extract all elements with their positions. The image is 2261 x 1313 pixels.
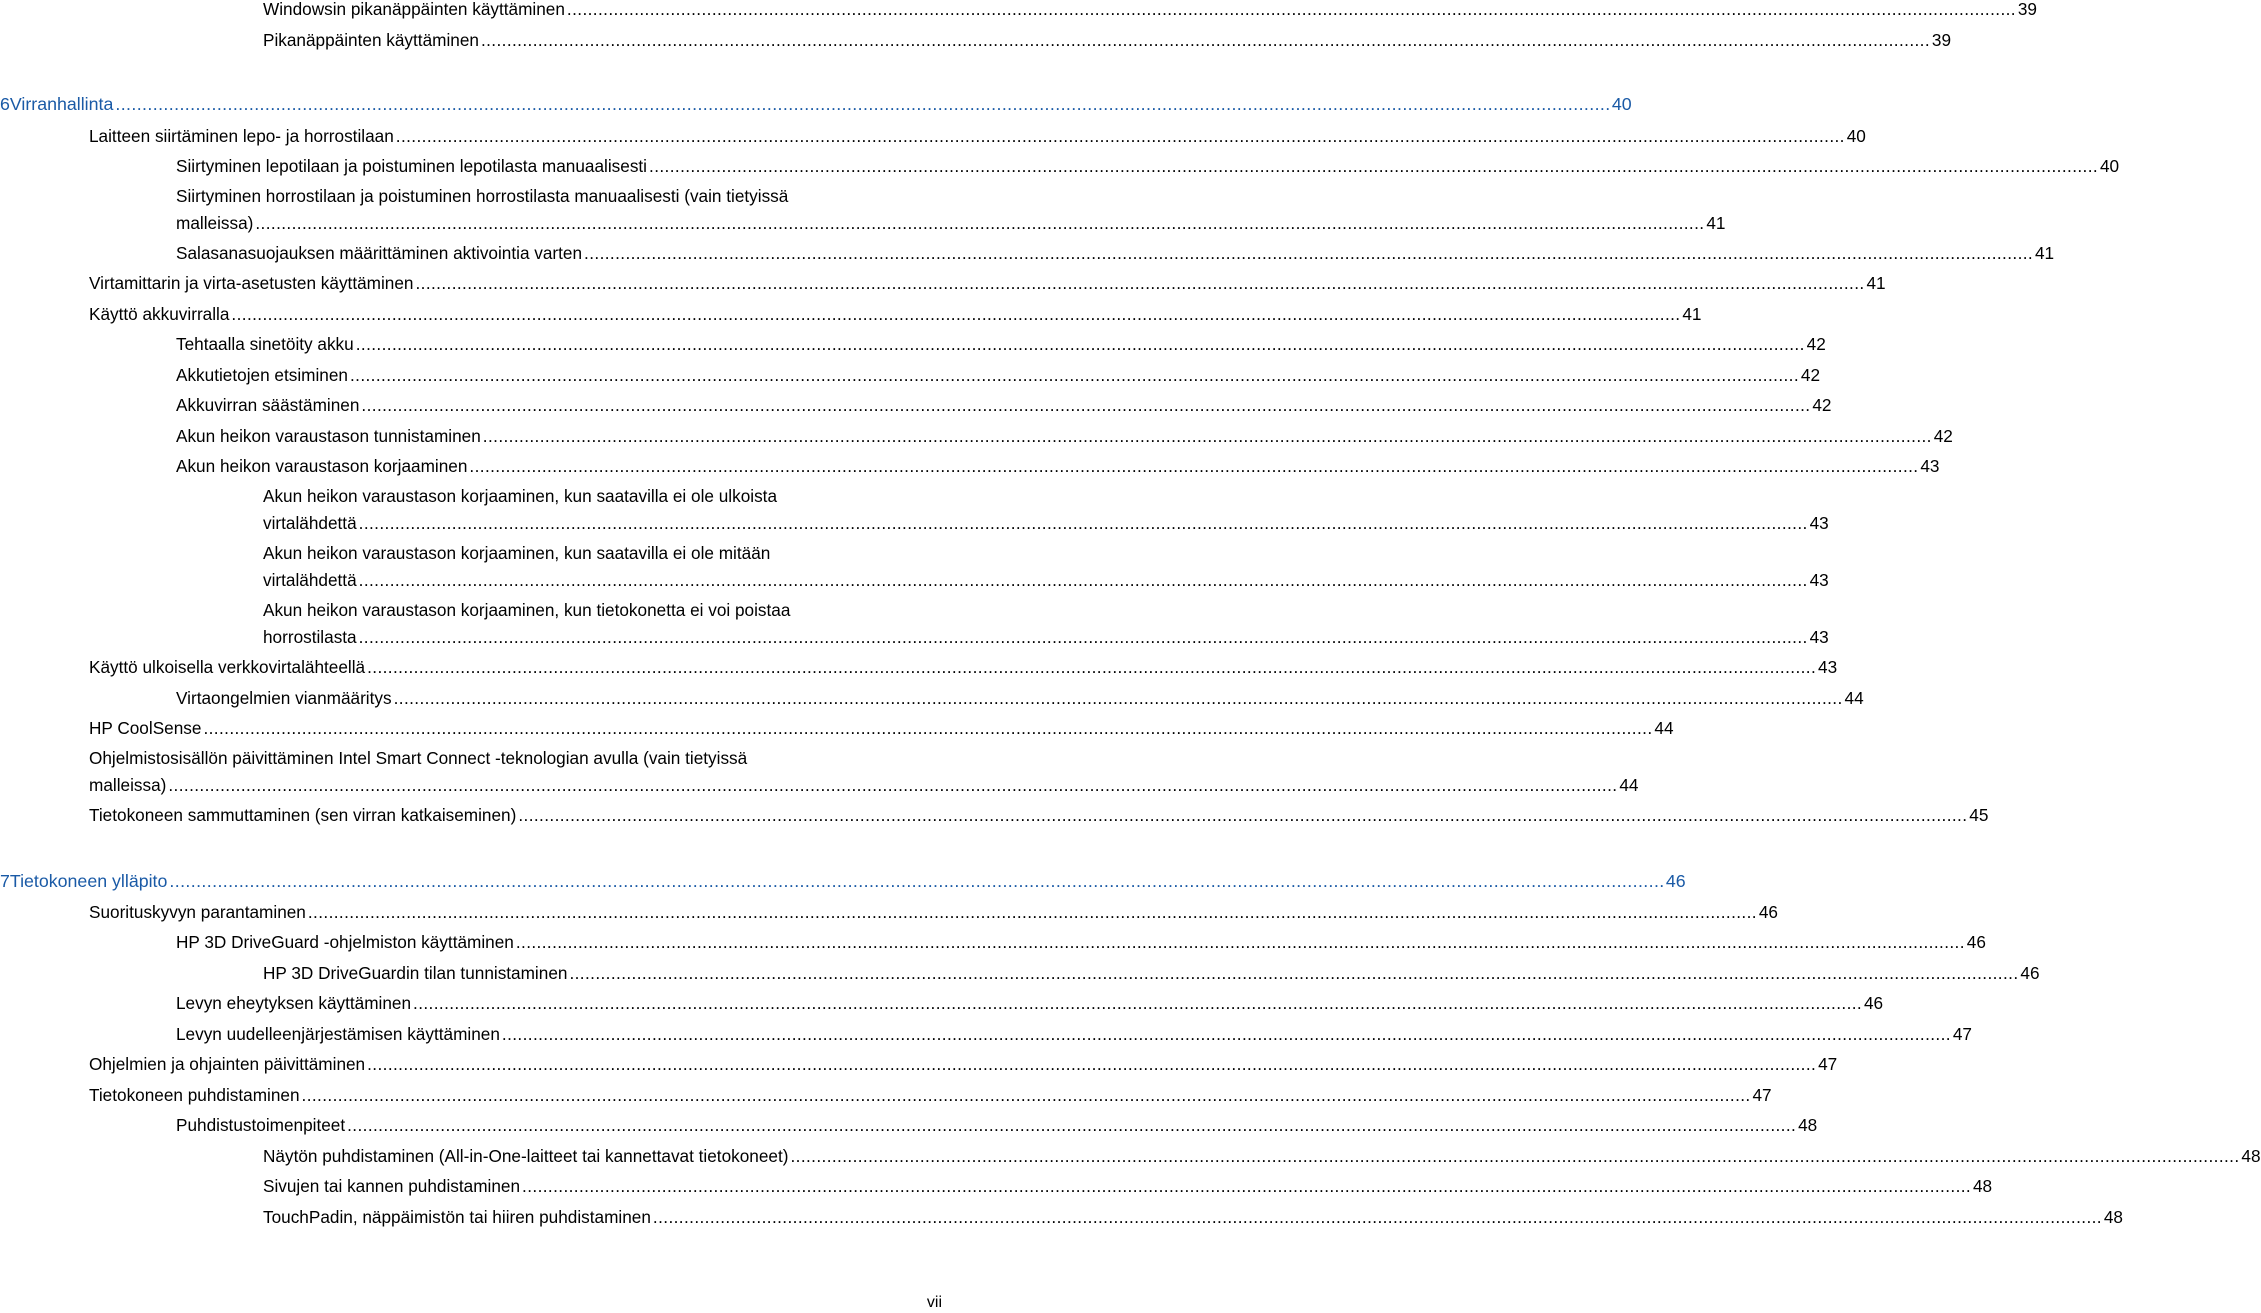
toc-entry-title: horrostilasta (263, 626, 357, 647)
toc-page-number: 42 (1812, 395, 1832, 415)
toc-page-number: 40 (1846, 126, 1866, 146)
toc-entry[interactable] (176, 685, 1864, 712)
dot-leader: ........................................................................................................................................................................................................................................................................................ (355, 334, 1805, 354)
toc-entry-title: Akun heikon varaustason korjaaminen, kun saatavilla ei ole ulkoista (263, 486, 778, 506)
dot-leader: ........................................................................................................................................................................................................................................................................................ (231, 304, 1681, 324)
toc-entry-line (89, 123, 1866, 150)
toc-page-number: 45 (1969, 805, 1989, 825)
toc-entry-line (176, 362, 1821, 389)
toc-entry[interactable] (89, 1051, 1838, 1078)
dot-leader: ........................................................................................................................................................................................................................................................................................ (367, 1054, 1817, 1074)
toc-entry-line (89, 715, 1674, 742)
dot-leader: ........................................................................................................................................................................................................................................................................................ (518, 805, 1968, 825)
toc-entry[interactable] (89, 745, 1639, 798)
toc-entry-line (0, 91, 1632, 118)
toc-entry-line (176, 210, 1726, 237)
toc-entry[interactable] (176, 362, 1821, 389)
toc-entry-title: malleissa) (176, 212, 254, 233)
toc-page-number: 43 (1809, 569, 1829, 590)
dot-leader: ........................................................................................................................................................................................................................................................................................ (415, 273, 1865, 293)
toc-entry-line (263, 567, 1829, 594)
dot-leader: ........................................................................................................................................................................................................................................................................................ (649, 156, 2099, 176)
toc-entry[interactable] (176, 392, 1832, 419)
toc-entry[interactable] (176, 240, 2055, 267)
toc-entry[interactable] (176, 153, 2120, 180)
toc-entry-line (176, 453, 1940, 480)
toc-entry[interactable] (89, 715, 1674, 742)
toc-page-number: 48 (2103, 1207, 2123, 1227)
dot-leader: ........................................................................................................................................................................................................................................................................................ (358, 512, 1808, 533)
toc-entry-line (89, 899, 1778, 926)
toc-entry[interactable] (89, 1082, 1772, 1109)
toc-entry[interactable] (176, 990, 1884, 1017)
dot-leader: ........................................................................................................................................................................................................................................................................................ (347, 1115, 1797, 1135)
toc-entry-line (176, 331, 1826, 358)
toc-entry-line (89, 270, 1886, 297)
toc-entry-line (263, 597, 942, 624)
toc-entry[interactable] (89, 123, 1866, 150)
toc-page-number: 47 (1952, 1024, 1972, 1044)
toc-entry-title: Virtamittarin ja virta-asetusten käyttäminen (89, 273, 414, 293)
toc-entry-title: Ohjelmistosisällön päivittäminen Intel Smart Connect -teknologian avulla (vain tietyissä (89, 748, 748, 768)
toc-entry-line (176, 1112, 1818, 1139)
toc-entry-title: Akun heikon varaustason tunnistaminen (176, 426, 481, 446)
dot-leader: ........................................................................................................................................................................................................................................................................................ (469, 456, 1919, 476)
toc-entry-line (263, 1204, 2123, 1231)
toc-entry[interactable] (176, 183, 1726, 236)
toc-page-number: 40 (2099, 156, 2120, 176)
toc-page-number: 46 (2020, 963, 2040, 983)
toc-entry-title: Tietokoneen ylläpito (9, 871, 168, 891)
toc-entry-line (176, 685, 1864, 712)
toc-entry-line (176, 929, 1986, 956)
toc-entry-title: HP 3D DriveGuardin tilan tunnistaminen (263, 963, 568, 983)
toc-entry-line (263, 0, 2037, 23)
toc-entry[interactable] (89, 899, 1778, 926)
toc-entry-line (176, 423, 1953, 450)
toc-page-number: 43 (1920, 456, 1940, 476)
dot-leader: ........................................................................................................................................................................................................................................................................................ (395, 126, 1845, 146)
chapter-number: 6 (0, 94, 10, 114)
toc-entry[interactable] (263, 540, 1829, 593)
toc-page-number: 46 (1758, 902, 1778, 922)
toc-page-number: 48 (2241, 1146, 2261, 1166)
toc-entry-title: malleissa) (89, 774, 167, 795)
toc-chapter-entry[interactable] (0, 91, 1632, 118)
toc-page-number: 46 (1966, 932, 1986, 952)
toc-entry-line (89, 1051, 1838, 1078)
dot-leader: ........................................................................................................................................................................................................................................................................................ (515, 932, 1965, 952)
dot-leader: ........................................................................................................................................................................................................................................................................................ (255, 212, 1705, 233)
toc-entry[interactable] (263, 27, 1952, 54)
toc-entry-line (263, 27, 1952, 54)
toc-entry-title: Puhdistustoimenpiteet (176, 1115, 346, 1135)
toc-entry-title: Akun heikon varaustason korjaaminen, kun saatavilla ei ole mitään (263, 543, 771, 563)
toc-page-number: 44 (1844, 688, 1864, 708)
toc-entry-line (176, 153, 2120, 180)
toc-entry[interactable] (89, 270, 1886, 297)
toc-entry-title: Käyttö ulkoisella verkkovirtalähteellä (89, 657, 366, 677)
dot-leader: ........................................................................................................................................................................................................................................................................................ (480, 30, 1931, 50)
toc-entry-line (176, 183, 942, 210)
toc-entry-title: TouchPadin, näppäimistön tai hiiren puhdistaminen (263, 1207, 651, 1227)
dot-leader: ........................................................................................................................................................................................................................................................................................ (367, 657, 1817, 677)
toc-entry-title: Salasanasuojauksen määrittäminen aktivointia varten (176, 243, 583, 263)
toc-entry-line (89, 802, 1989, 829)
toc-entry-line (263, 624, 1829, 651)
toc-page-number: 41 (1682, 304, 1702, 324)
toc-entry[interactable] (89, 654, 1838, 681)
toc-entry-line (89, 745, 942, 772)
toc-entry-title: Windowsin pikanäppäinten käyttäminen (263, 0, 565, 19)
page-number: vii (926, 1294, 942, 1311)
toc-page-number: 41 (1706, 212, 1726, 233)
toc-page-number: 42 (1806, 334, 1826, 354)
toc-entry[interactable] (263, 597, 1829, 650)
toc-entry-line (176, 240, 2055, 267)
dot-leader: ........................................................................................................................................................................................................................................................................................ (361, 395, 1811, 415)
toc-entry[interactable] (89, 802, 1989, 829)
toc-page-number: 46 (1665, 871, 1686, 891)
toc-entry-line (263, 483, 942, 510)
dot-leader: ........................................................................................................................................................................................................................................................................................ (301, 1085, 1751, 1105)
dot-leader: ........................................................................................................................................................................................................................................................................................ (566, 0, 2016, 19)
dot-leader: ........................................................................................................................................................................................................................................................................................ (790, 1146, 2240, 1166)
dot-leader: ........................................................................................................................................................................................................................................................................................ (349, 365, 1800, 385)
dot-leader: ........................................................................................................................................................................................................................................................................................ (115, 94, 1611, 114)
toc-entry-line (263, 540, 942, 567)
toc-entry[interactable] (263, 0, 2037, 23)
toc-entry[interactable] (176, 331, 1826, 358)
dot-leader: ........................................................................................................................................................................................................................................................................................ (501, 1024, 1951, 1044)
toc-entry[interactable] (263, 1173, 1993, 1200)
toc-chapter-entry[interactable] (0, 868, 1686, 895)
toc-entry-title: Ohjelmien ja ohjainten päivittäminen (89, 1054, 366, 1074)
toc-page-number: 43 (1818, 657, 1838, 677)
toc-entry-title: Siirtyminen horrostilaan ja poistuminen horrostilasta manuaalisesti (vain tietyissä (176, 186, 789, 206)
toc-entry-title: Siirtyminen lepotilaan ja poistuminen lepotilasta manuaalisesti (176, 156, 648, 176)
toc-entry-line (176, 990, 1884, 1017)
toc-page-number: 42 (1933, 426, 1953, 446)
toc-entry-title: Tehtaalla sinetöity akku (176, 334, 354, 354)
toc-entry-line (0, 868, 1686, 895)
toc-page-number: 41 (2035, 243, 2055, 263)
toc-entry-line (176, 1021, 1972, 1048)
toc-entry-title: virtalähdettä (263, 569, 357, 590)
toc-entry-title: Näytön puhdistaminen (All-in-One-laitteet tai kannettavat tietokoneet) (263, 1146, 789, 1166)
toc-page-number: 44 (1654, 718, 1674, 738)
toc-entry-title: Virtaongelmien vianmääritys (176, 688, 392, 708)
toc-entry-line (263, 960, 2040, 987)
toc-entry-title: Suorituskyvyn parantaminen (89, 902, 306, 922)
toc-entry-title: Käyttö akkuvirralla (89, 304, 230, 324)
toc-entry[interactable] (263, 960, 2040, 987)
toc-entry-line (89, 1082, 1772, 1109)
toc-entry-line (89, 772, 1639, 799)
toc-entry[interactable] (263, 1143, 2261, 1170)
toc-entry-line (263, 1143, 2261, 1170)
toc-entry[interactable] (263, 1204, 2123, 1231)
dot-leader: ........................................................................................................................................................................................................................................................................................ (482, 426, 1932, 446)
dot-leader: ........................................................................................................................................................................................................................................................................................ (168, 774, 1618, 795)
toc-page-number: 39 (2017, 0, 2037, 19)
toc-page-number: 48 (1973, 1176, 1993, 1196)
toc-entry-title: Levyn eheytyksen käyttäminen (176, 993, 412, 1013)
dot-leader: ........................................................................................................................................................................................................................................................................................ (203, 718, 1653, 738)
toc-entry-title: Tietokoneen sammuttaminen (sen virran katkaiseminen) (89, 805, 517, 825)
toc-entry[interactable] (176, 453, 1940, 480)
toc-page-number: 46 (1863, 993, 1884, 1013)
toc-entry-title: Sivujen tai kannen puhdistaminen (263, 1176, 521, 1196)
toc-entry-title: Pikanäppäinten käyttäminen (263, 30, 479, 50)
toc-entry-title: HP CoolSense (89, 718, 202, 738)
toc-entry[interactable] (176, 1021, 1972, 1048)
toc-entry-title: Levyn uudelleenjärjestämisen käyttäminen (176, 1024, 500, 1044)
toc-page-number: 48 (1798, 1115, 1818, 1135)
toc-entry-title: virtalähdettä (263, 512, 357, 533)
toc-page-number: 47 (1818, 1054, 1838, 1074)
chapter-number: 7 (0, 871, 10, 891)
toc-entry[interactable] (89, 301, 1702, 328)
toc-entry-title: Tietokoneen puhdistaminen (89, 1085, 300, 1105)
dot-leader: ........................................................................................................................................................................................................................................................................................ (393, 688, 1843, 708)
toc-entry-title: HP 3D DriveGuard -ohjelmiston käyttäminen (176, 932, 514, 952)
toc-entry-line (89, 301, 1702, 328)
toc-entry-title: Akkutietojen etsiminen (176, 365, 348, 385)
toc-page-number: 41 (1866, 273, 1886, 293)
toc-entry-line (176, 392, 1832, 419)
dot-leader: ........................................................................................................................................................................................................................................................................................ (413, 993, 1863, 1013)
toc-entry-title: Akun heikon varaustason korjaaminen, kun tietokonetta ei voi poistaa (263, 600, 791, 620)
toc-page-number: 40 (1611, 94, 1632, 114)
dot-leader: ........................................................................................................................................................................................................................................................................................ (584, 243, 2034, 263)
toc-entry[interactable] (176, 929, 1986, 956)
dot-leader: ........................................................................................................................................................................................................................................................................................ (569, 963, 2019, 983)
dot-leader: ........................................................................................................................................................................................................................................................................................ (307, 902, 1757, 922)
toc-entry-title: Virranhallinta (9, 94, 114, 114)
dot-leader: ........................................................................................................................................................................................................................................................................................ (358, 569, 1808, 590)
toc-entry[interactable] (176, 423, 1953, 450)
toc-page-number: 39 (1931, 30, 1952, 50)
toc-entry-line (263, 1173, 1993, 1200)
toc-entry-title: Laitteen siirtäminen lepo- ja horrostilaan (89, 126, 394, 146)
toc-entry[interactable] (176, 1112, 1818, 1139)
toc-entry-title: Akun heikon varaustason korjaaminen (176, 456, 468, 476)
toc-entry-line (263, 510, 1829, 537)
toc-page-number: 43 (1809, 512, 1829, 533)
toc-page-number: 43 (1809, 626, 1829, 647)
toc-entry[interactable] (263, 483, 1829, 536)
dot-leader: ........................................................................................................................................................................................................................................................................................ (169, 871, 1665, 891)
toc-page-number: 44 (1619, 774, 1639, 795)
dot-leader: ........................................................................................................................................................................................................................................................................................ (522, 1176, 1972, 1196)
dot-leader: ........................................................................................................................................................................................................................................................................................ (652, 1207, 2102, 1227)
dot-leader: ........................................................................................................................................................................................................................................................................................ (358, 626, 1808, 647)
toc-page-number: 42 (1800, 365, 1821, 385)
toc-entry-line (89, 654, 1838, 681)
toc-page-number: 47 (1752, 1085, 1772, 1105)
toc-entry-title: Akkuvirran säästäminen (176, 395, 360, 415)
